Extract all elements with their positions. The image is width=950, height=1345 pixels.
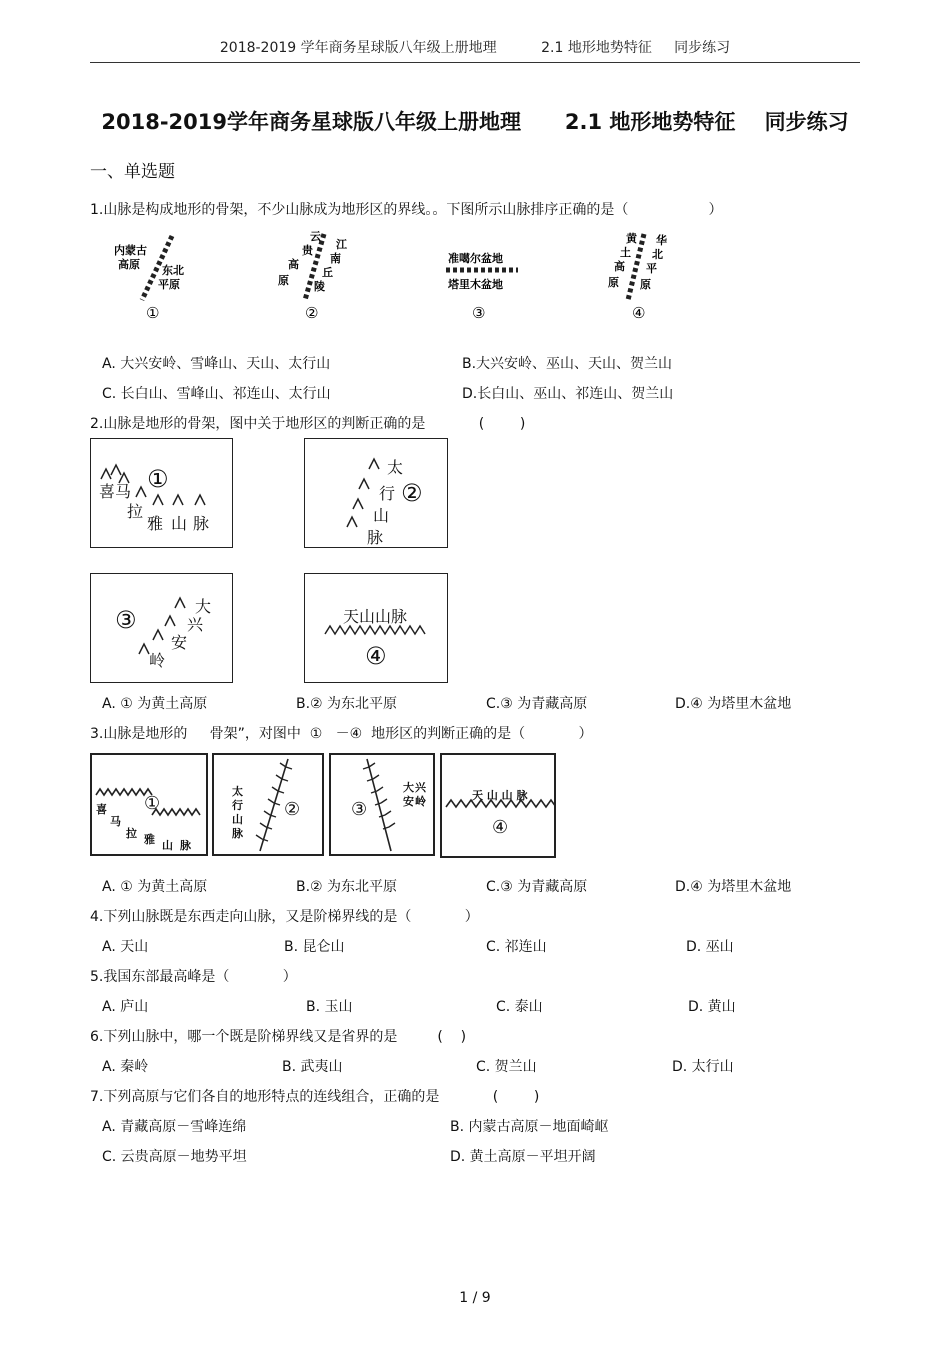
q2-figure-box-3 — [90, 573, 233, 683]
q4-option-b[interactable]: B. 昆仑山 — [284, 939, 345, 955]
q2-box2-label: 脉 — [367, 528, 384, 547]
header-rule — [90, 62, 860, 63]
question-4-stem: 4.下列山脉既是东西走向山脉，又是阶梯界线的是（ ） — [90, 909, 479, 925]
q3-figure-box-2 — [212, 753, 324, 856]
q2-option-b[interactable]: B.② 为东北平原 — [296, 696, 398, 712]
q1-fig4-label: 原 — [608, 276, 619, 289]
q3-box3-label: 兴 — [415, 781, 426, 794]
q2-option-c[interactable]: C.③ 为青藏高原 — [486, 696, 588, 712]
q1-fig1-label: 平原 — [158, 278, 180, 291]
mountain-icon — [214, 755, 322, 854]
q1-fig4-label: 北 — [652, 248, 663, 261]
q3-box1-label: 脉 — [180, 839, 191, 852]
q2-box2-label: 山 — [373, 506, 390, 525]
q2-box3-number: ③ — [115, 606, 137, 634]
page-header: 2018-2019 学年商务星球版八年级上册地理 2.1 地形地势特征 同步练习 — [219, 40, 731, 56]
q1-figure-3 — [446, 251, 518, 322]
q2-box1-label: 喜 — [99, 482, 116, 501]
q3-box4-label: 天 山 山 脉 — [472, 789, 528, 802]
q7-option-d[interactable]: D. 黄土高原－平坦开阔 — [450, 1149, 596, 1165]
q2-figure-box-2 — [304, 438, 448, 548]
question-2-stem: 2.山脉是地形的骨架，图中关于地形区的判断正确的是 ( ) — [90, 416, 526, 432]
q2-box3-label: 兴 — [187, 615, 204, 634]
q1-fig4-label: 高 — [614, 260, 625, 273]
q1-fig3-label: 塔里木盆地 — [448, 278, 503, 291]
mountain-icon — [442, 755, 554, 856]
page-title: 2018-2019学年商务星球版八年级上册地理 2.1 地形地势特征 同步练习 — [101, 110, 849, 134]
q4-option-c[interactable]: C. 祁连山 — [486, 939, 547, 955]
q1-fig2-label: 云 — [310, 230, 321, 243]
q6-option-d[interactable]: D. 太行山 — [672, 1059, 734, 1075]
q2-box1-label: 山 — [171, 514, 188, 533]
q1-fig1-label: 高原 — [118, 258, 140, 271]
q2-figure-box-4 — [304, 573, 448, 683]
q1-fig1-label: 东北 — [162, 264, 184, 277]
question-5-stem: 5.我国东部最高峰是（ ） — [90, 969, 297, 985]
q3-box2-number: ② — [284, 799, 301, 820]
q2-box3-label: 岭 — [149, 651, 166, 670]
q1-fig1-number: ① — [146, 304, 160, 322]
q2-box3-label: 安 — [171, 633, 188, 652]
q3-box1-label: 拉 — [126, 827, 137, 840]
q2-option-d[interactable]: D.④ 为塔里木盆地 — [675, 696, 792, 712]
q1-fig1-label: 内蒙古 — [114, 244, 147, 257]
q7-option-b[interactable]: B. 内蒙古高原－地面崎岖 — [450, 1119, 609, 1135]
q1-fig2-label: 高 — [288, 258, 299, 271]
q3-box1-label: 雅 — [144, 833, 155, 846]
q3-box2-label: 行 — [232, 799, 243, 812]
q3-box2-label: 太 — [232, 785, 243, 798]
q3-option-c[interactable]: C.③ 为青藏高原 — [486, 879, 588, 895]
q7-option-c[interactable]: C. 云贵高原－地势平坦 — [102, 1149, 247, 1165]
q1-fig2-label: 贵 — [302, 244, 313, 257]
q2-box4-number: ④ — [365, 642, 387, 670]
q1-option-b[interactable]: B.大兴安岭、巫山、天山、贺兰山 — [462, 356, 673, 372]
question-1-stem: 1.山脉是构成地形的骨架，不少山脉成为地形区的界线。。下图所示山脉排序正确的是（ ） — [90, 202, 723, 218]
q1-option-a[interactable]: A. 大兴安岭、雪峰山、天山、太行山 — [102, 356, 331, 372]
q1-fig2-number: ② — [305, 304, 319, 322]
q2-box1-label: 脉 — [193, 514, 210, 533]
q1-option-d[interactable]: D.长白山、巫山、祁连山、贺兰山 — [462, 386, 674, 402]
q1-fig2-label: 陵 — [314, 280, 325, 293]
q4-option-a[interactable]: A. 天山 — [102, 939, 149, 955]
q3-box1-label: 马 — [110, 815, 121, 828]
q1-fig3-label: 准噶尔盆地 — [448, 252, 503, 265]
q1-figure-1 — [114, 236, 184, 322]
q1-option-c[interactable]: C. 长白山、雪峰山、祁连山、太行山 — [102, 386, 331, 402]
q2-box1-label: 马 — [115, 482, 132, 501]
q3-box1-label: 山 — [162, 839, 173, 852]
q3-option-a[interactable]: A. ① 为黄土高原 — [102, 879, 208, 895]
q2-box2-label: 行 — [379, 484, 396, 503]
q6-option-a[interactable]: A. 秦岭 — [102, 1059, 149, 1075]
q1-fig2-label: 江 — [336, 238, 347, 251]
q2-box3-label: 大 — [195, 597, 212, 616]
q1-fig4-label: 黄 — [626, 232, 637, 245]
section-heading: 一、单选题 — [90, 162, 175, 182]
q2-box2-number: ② — [401, 479, 423, 507]
q3-box3-label: 安 — [403, 795, 414, 808]
q3-box3-label: 岭 — [415, 795, 426, 808]
q5-option-c[interactable]: C. 泰山 — [496, 999, 543, 1015]
q2-option-a[interactable]: A. ① 为黄土高原 — [102, 696, 208, 712]
q2-box1-label: 拉 — [127, 502, 144, 521]
question-7-stem: 7.下列高原与它们各自的地形特点的连线组合，正确的是 ( ) — [90, 1089, 540, 1105]
q1-fig4-label: 平 — [646, 262, 657, 275]
q6-option-b[interactable]: B. 武夷山 — [282, 1059, 343, 1075]
q5-option-d[interactable]: D. 黄山 — [688, 999, 736, 1015]
q7-option-a[interactable]: A. 青藏高原－雪峰连绵 — [102, 1119, 247, 1135]
q4-option-d[interactable]: D. 巫山 — [686, 939, 734, 955]
q3-box1-number: ① — [144, 793, 161, 814]
q1-fig2-label: 南 — [330, 252, 341, 265]
q2-figure-box-1 — [90, 438, 233, 548]
question-3-stem: 3.山脉是地形的 骨架”，对图中 ① －④ 地形区的判断正确的是（ ） — [90, 726, 593, 742]
q1-fig4-label: 华 — [656, 234, 667, 247]
q6-option-c[interactable]: C. 贺兰山 — [476, 1059, 537, 1075]
q3-box3-number: ③ — [351, 799, 368, 820]
q1-fig2-label: 原 — [278, 274, 289, 287]
q2-box4-label: 天山山脉 — [343, 607, 408, 626]
q3-figure-box-1 — [90, 753, 208, 856]
q1-fig4-label: 土 — [620, 246, 631, 259]
page-number: 1 / 9 — [459, 1290, 491, 1306]
q1-figure-2 — [278, 230, 348, 322]
q2-box1-label: 雅 — [147, 514, 164, 533]
q3-figure-box-4 — [440, 753, 556, 858]
q2-box2-label: 太 — [387, 458, 404, 477]
q5-option-b[interactable]: B. 玉山 — [306, 999, 353, 1015]
q1-figure-4 — [608, 231, 667, 322]
q1-fig4-label: 原 — [640, 278, 651, 291]
q5-option-a[interactable]: A. 庐山 — [102, 999, 149, 1015]
q3-option-b[interactable]: B.② 为东北平原 — [296, 879, 398, 895]
q1-fig4-number: ④ — [632, 304, 646, 322]
q1-fig2-label: 丘 — [322, 266, 333, 279]
q3-box2-label: 山 — [232, 813, 243, 826]
q2-box1-number: ① — [147, 465, 169, 493]
q3-box3-label: 大 — [403, 781, 414, 794]
q3-box2-label: 脉 — [232, 827, 243, 840]
q1-figure-strip — [100, 228, 720, 328]
q3-figure-box-3 — [329, 753, 435, 856]
q1-fig3-number: ③ — [472, 304, 486, 322]
question-6-stem: 6.下列山脉中，哪一个既是阶梯界线又是省界的是 ( ) — [90, 1029, 467, 1045]
q3-box1-label: 喜 — [96, 803, 107, 816]
q3-option-d[interactable]: D.④ 为塔里木盆地 — [675, 879, 792, 895]
q3-box4-number: ④ — [492, 817, 509, 838]
